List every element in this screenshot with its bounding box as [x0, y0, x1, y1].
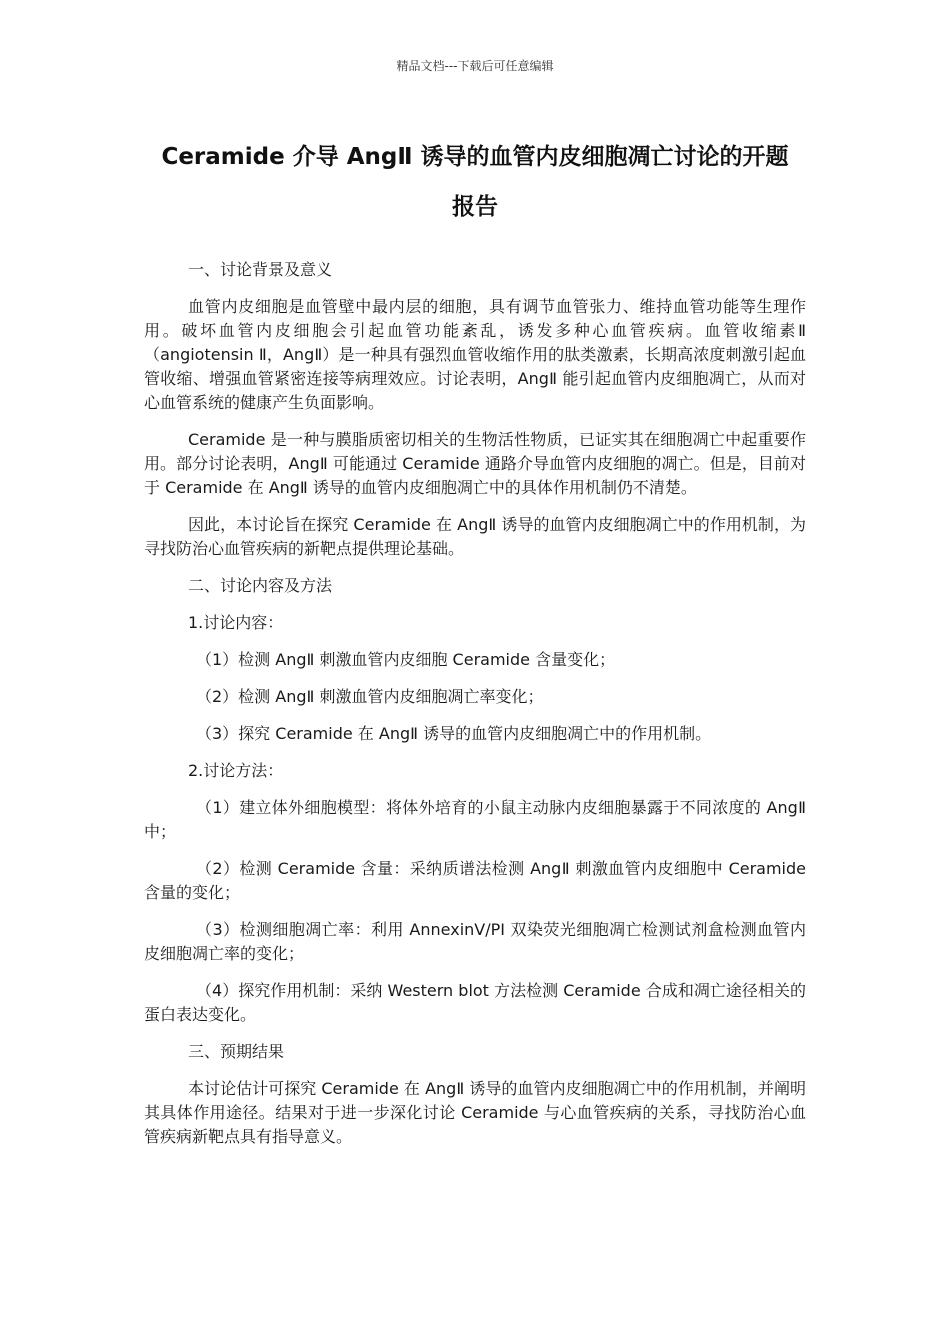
list-item: （1）建立体外细胞模型：将体外培育的小鼠主动脉内皮细胞暴露于不同浓度的 AngⅡ 中； — [144, 798, 806, 841]
page-header-note: 精品文档---下载后可任意编辑 — [396, 59, 554, 73]
paragraph-results: 本讨论估计可探究 Ceramide 在 AngⅡ 诱导的血管内皮细胞凋亡中的作用机制，并阐明其具体作用途径。结果对于进一步深化讨论 Ceramide 与心血管疾病的关系，寻找防治心血管疾病新靶点具有指导意义。 — [144, 1079, 806, 1146]
section-heading-background: 一、讨论背景及意义 — [188, 260, 333, 279]
list-item: （1）检测 AngⅡ 刺激血管内皮细胞 Ceramide 含量变化； — [196, 650, 616, 669]
title-line-2: 报告 — [452, 194, 498, 220]
section-heading-results: 三、预期结果 — [188, 1042, 285, 1061]
subheading-methods: 2.讨论方法： — [188, 761, 284, 780]
list-item: （3）探究 Ceramide 在 AngⅡ 诱导的血管内皮细胞凋亡中的作用机制。 — [196, 724, 712, 743]
title-line-1: Ceramide 介导 AngⅡ 诱导的血管内皮细胞凋亡讨论的开题 — [161, 144, 789, 170]
list-item: （2）检测 Ceramide 含量：采纳质谱法检测 AngⅡ 刺激血管内皮细胞中 Ceramide 含量的变化； — [144, 859, 806, 902]
list-item: （2）检测 AngⅡ 刺激血管内皮细胞凋亡率变化； — [196, 687, 544, 706]
section-heading-methods: 二、讨论内容及方法 — [188, 576, 333, 595]
list-item: （4）探究作用机制：采纳 Western blot 方法检测 Ceramide 合成和凋亡途径相关的蛋白表达变化。 — [144, 981, 806, 1024]
subheading-content: 1.讨论内容： — [188, 613, 284, 632]
document-body — [144, 258, 806, 1162]
paragraph-background: 血管内皮细胞是血管壁中最内层的细胞，具有调节血管张力、维持血管功能等生理作用。破坏血管内皮细胞会引起血管功能紊乱，诱发多种心血管疾病。血管收缩素Ⅱ（angiotensin Ⅱ，AngⅡ）是一种具有强烈血管收缩作用的肽类激素，长期高浓度刺激引起血管收缩、增强血管紧密连接等病理效应。讨论表明，AngⅡ 能引起血管内皮细胞凋亡，从而对心血管系统的健康产生负面影响。 — [144, 297, 806, 412]
document-title — [140, 132, 810, 232]
paragraph-aim: 因此，本讨论旨在探究 Ceramide 在 AngⅡ 诱导的血管内皮细胞凋亡中的作用机制，为寻找防治心血管疾病的新靶点提供理论基础。 — [144, 515, 806, 558]
list-item: （3）检测细胞凋亡率：利用 AnnexinV/PI 双染荧光细胞凋亡检测试剂盒检测血管内皮细胞凋亡率的变化； — [144, 920, 806, 963]
paragraph-ceramide: Ceramide 是一种与膜脂质密切相关的生物活性物质，已证实其在细胞凋亡中起重要作用。部分讨论表明，AngⅡ 可能通过 Ceramide 通路介导血管内皮细胞的凋亡。但是，目前对于 Ceramide 在 AngⅡ 诱导的血管内皮细胞凋亡中的具体作用机制仍不清楚。 — [144, 430, 806, 497]
